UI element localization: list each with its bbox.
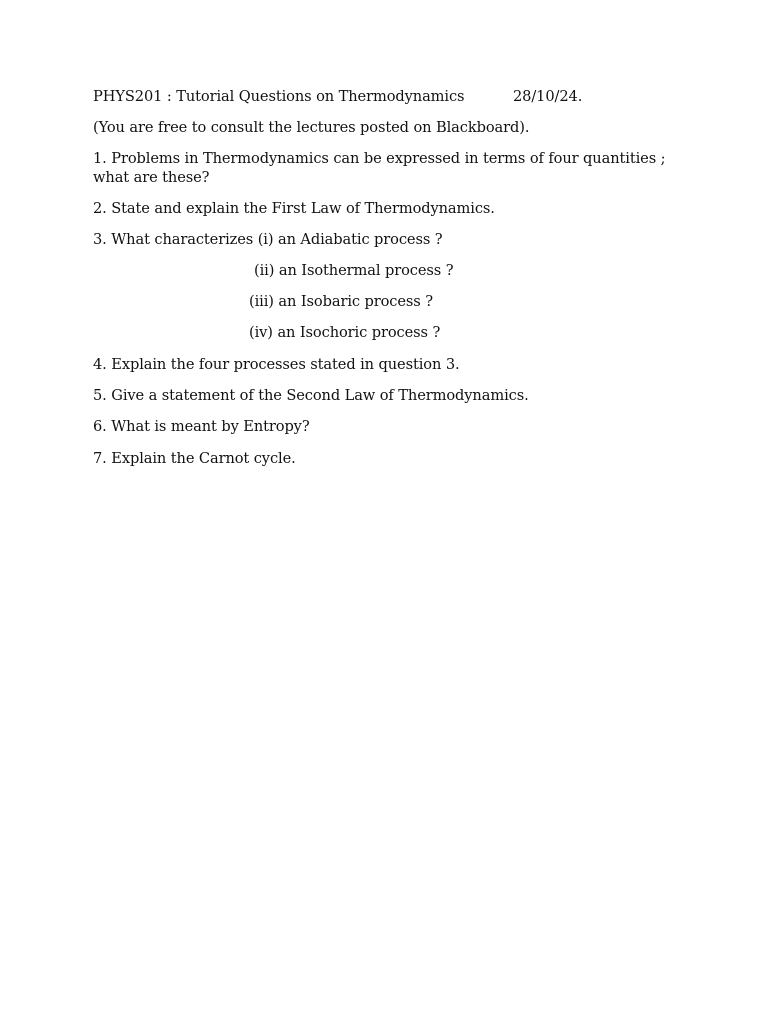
document-date: 28/10/24. [513,88,583,105]
instruction-note: (You are free to consult the lectures posted on Blackboard). [93,119,530,136]
question-3-part-ii: (ii) an Isothermal process ? [254,262,454,279]
question-3-part-iii: (iii) an Isobaric process ? [249,293,433,310]
question-2: 2. State and explain the First Law of Thermodynamics. [93,200,495,217]
document-title: PHYS201 : Tutorial Questions on Thermodynamics [93,88,465,105]
question-7: 7. Explain the Carnot cycle. [93,450,296,467]
question-4: 4. Explain the four processes stated in question 3. [93,356,460,373]
question-3: 3. What characterizes (i) an Adiabatic process ? [93,231,443,248]
question-3-part-iv: (iv) an Isochoric process ? [249,324,441,341]
document-header [93,87,582,106]
question-6: 6. What is meant by Entropy? [93,418,310,435]
question-1: 1. Problems in Thermodynamics can be expressed in terms of four quantities ; what are these? [93,150,666,186]
question-5: 5. Give a statement of the Second Law of Thermodynamics. [93,387,529,404]
